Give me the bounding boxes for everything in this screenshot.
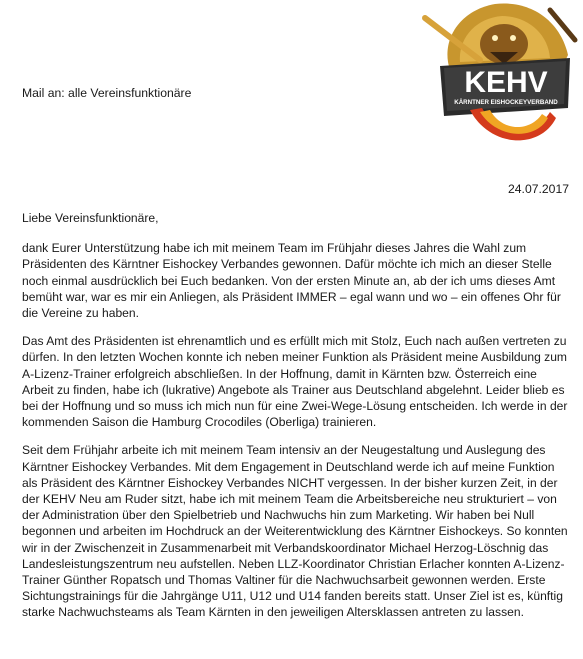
salutation: Liebe Vereinsfunktionäre, <box>22 211 159 225</box>
paragraph: dank Eurer Unterstützung habe ich mit meinem Team im Frühjahr dieses Jahres die Wahl zum Präsidenten des Kärntner Eishockey Verbandes gewonnen. Dafür möchte ich mich an dieser Stelle noch einmal ausdrücklich bei Euch bedanken. Von der ersten Minute an, ab der ich ums dieses Amt bemüht war, war es mir ein Anliegen, als Präsident IMMER – egal wann und wo – ein offenes Ohr für die Vereine zu haben. <box>22 241 561 321</box>
lion-crest-icon <box>410 0 583 150</box>
letter-date: 24.07.2017 <box>508 182 569 196</box>
paragraph: Seit dem Frühjahr arbeite ich mit meinem Team intensiv an der Neugestaltung und Auslegung des Kärntner Eishockey Verbandes. Mit dem Engagement in Deutschland werde ich auf meine Funktion als Präsident des Kärntner Eishockey Verbandes NICHT vergessen. In der bisher kurzen Zeit, in der der KEHV Neu am Ruder sitzt, habe ich mit meinem Team die Arbeitsbereiche neu strukturiert – von der Administration über den Spielbetrieb und Nachwuchs hin zum Marketing. Wir haben bei Null begonnen und arbeiten im Hochdruck an der Weiterentwicklung des Kärntner Eishockeys. So konnten wir in der Zwischenzeit in Zusammenarbeit mit Verbandskoordinator Michael Herzog-Löschnig das Landesleistungszentrum neu aufstellen. Neben LLZ-Koordinator Christian Erlacher konnten A-Lizenz-Trainer Günther Ropatsch und Thomas Valtiner für die Nachwuchsarbeit gewonnen werden. Erste Sichtungstrainings für die Jahrgänge U11, U12 und U14 fanden bereits statt. Unser Ziel ist es, künftig starke Nachwuchsteams als Team Kärnten in den jeweiligen Altersklassen antreten zu lassen. <box>22 443 568 620</box>
recipient-line: Mail an: alle Vereinsfunktionäre <box>22 86 192 100</box>
letter-body <box>22 210 570 633</box>
svg-text:KÄRNTNER EISHOCKEYVERBAND: KÄRNTNER EISHOCKEYVERBAND <box>454 99 558 106</box>
svg-text:KEHV: KEHV <box>464 66 548 99</box>
paragraph: Das Amt des Präsidenten ist ehrenamtlich und es erfüllt mich mit Stolz, Euch nach außen vertreten zu dürfen. In den letzten Wochen konnte ich neben meiner Funktion als Präsident meine Ausbildung zum A-Lizenz-Trainer erfolgreich abschließen. In der Hoffnung, damit in Kärnten bzw. Österreich eine Arbeit zu finden, habe ich (lukrative) Angebote als Trainer aus Deutschland abgelehnt. Leider blieb es bei der Hoffnung und so muss ich mich nun für eine Zwei-Wege-Lösung entscheiden. Ich werde in der kommenden Saison die Hamburg Crocodiles (Oberliga) trainieren. <box>22 334 568 430</box>
kehv-logo <box>410 0 583 150</box>
